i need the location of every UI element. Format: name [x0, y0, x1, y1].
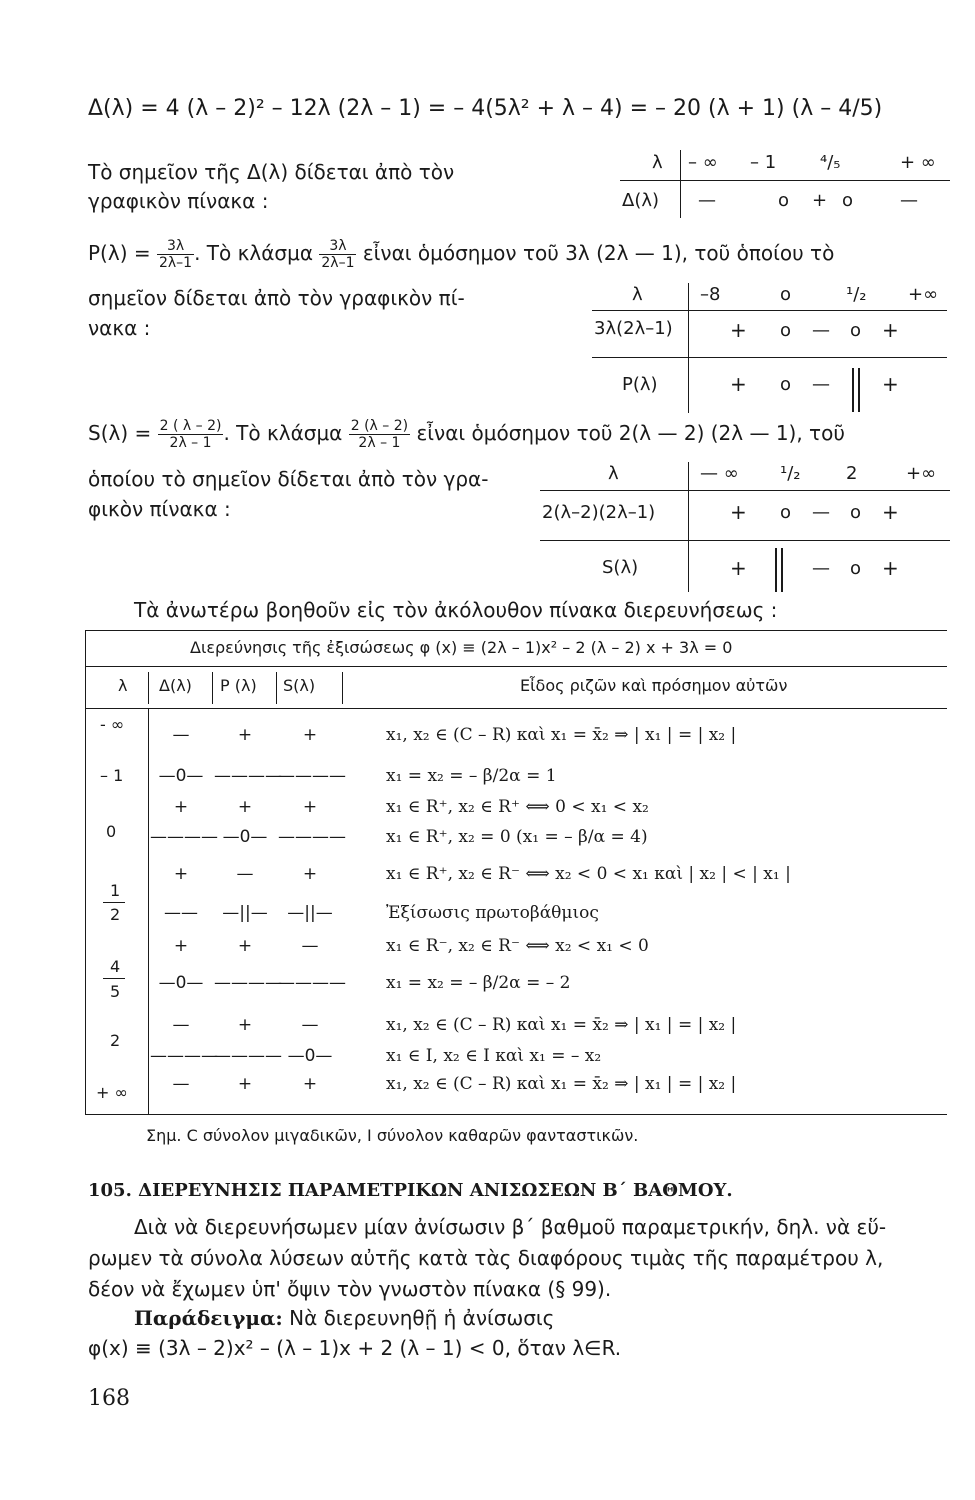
- p-table-r1-2: —: [812, 320, 830, 341]
- row-7-description: x₁ = x₂ = – β/2α = – 2: [386, 973, 571, 993]
- lambda-val-4: 2: [110, 905, 121, 924]
- lambda-val-3: 1: [110, 881, 121, 900]
- lambda-val-6: 5: [110, 982, 121, 1001]
- s-table-r2-2: o: [850, 558, 862, 579]
- row-10-description: x₁, x₂ ∈ (C – R) καὶ x₁ = x̄₂ ⇒ | x₁ | = | x₂ |: [386, 1074, 737, 1094]
- delta-table-row-label: Δ(λ): [622, 190, 660, 211]
- s-table-h0: — ∞: [700, 463, 739, 484]
- intro-text: Τὰ ἀνωτέρω βοηθοῦν εἰς τὸν ἀκόλουθον πίνακα διερευνήσεως :: [134, 598, 778, 622]
- note-text: Σημ. C σύνολον μιγαδικῶν, I σύνολον καθαρῶν φανταστικῶν.: [146, 1126, 639, 1145]
- p-table-r2-label: P(λ): [622, 374, 658, 395]
- col-p: P (λ): [220, 676, 257, 695]
- row-2-p: +: [237, 797, 253, 817]
- p-table-r1-3: o: [850, 320, 862, 341]
- s-table-r1-2: —: [812, 502, 830, 523]
- section-heading: [88, 1180, 733, 1201]
- delta-table-r3: o: [842, 190, 854, 211]
- example-text: Νὰ διερευνηθῇ ἡ ἀνίσωσις: [289, 1306, 555, 1330]
- example-equation: φ(x) ≡ (3λ – 2)x² – (λ – 1)x + 2 (λ – 1) < 0, ὅταν λ∈R.: [88, 1336, 622, 1360]
- lambda-val-0: - ∞: [100, 715, 125, 734]
- p-fraction-2: $\frac{3\lambda}{2\lambda-1}$: [321, 238, 355, 271]
- p-text-2: σημεῖον δίδεται ἀπὸ τὸν γραφικὸν πί-: [88, 286, 465, 310]
- row-6-p: +: [237, 936, 253, 956]
- delta-table-r1: o: [778, 190, 790, 211]
- s-table-r1-1: o: [780, 502, 792, 523]
- row-3-description: x₁ ∈ R⁺, x₂ = 0 (x₁ = – β/α = 4): [386, 827, 648, 847]
- delta-table-h2: ⁴/₅: [820, 152, 841, 173]
- lambda-val-2: 0: [106, 822, 117, 841]
- row-9-p: ————: [214, 1046, 282, 1066]
- row-3-s: ————: [278, 827, 346, 847]
- row-1-s: ————: [278, 766, 346, 786]
- p-fraction: $\frac{3\lambda}{2\lambda-1}$: [158, 238, 193, 271]
- s-eq-lhs: S(λ) =: [88, 421, 152, 445]
- s-table-r1-3: o: [850, 502, 862, 523]
- example-label: Παράδειγμα:: [134, 1306, 283, 1330]
- s-equation: [88, 418, 845, 451]
- s-text-a: . Τὸ κλάσμα: [223, 421, 343, 445]
- s-text-3: φικὸν πίνακα :: [88, 497, 231, 521]
- row-0-p: +: [237, 725, 253, 745]
- row-10-s: +: [302, 1074, 318, 1094]
- delta-equation: Δ(λ) = 4 (λ – 2)² – 12λ (2λ – 1) = – 4(5λ² + λ – 4) = – 20 (λ + 1) (λ – 4/5): [88, 96, 883, 121]
- delta-table-r4: —: [900, 190, 918, 211]
- p-table-r2-3: +: [882, 372, 899, 396]
- p-text-a: . Τὸ κλάσμα: [194, 241, 314, 265]
- delta-text-2: γραφικὸν πίνακα :: [88, 189, 269, 213]
- p-equation: [88, 238, 834, 271]
- p-eq-lhs: P(λ) =: [88, 241, 151, 265]
- lambda-val-5: 4: [110, 957, 121, 976]
- row-6-s: —: [301, 936, 319, 956]
- row-8-s: —: [301, 1015, 319, 1035]
- s-text-b: εἶναι ὁμόσημον τοῦ 2(λ — 2) (2λ — 1), τοῦ: [416, 421, 845, 445]
- row-6-delta: +: [173, 936, 189, 956]
- row-8-delta: —: [172, 1015, 190, 1035]
- s-text-2: ὁποίου τὸ σημεῖον δίδεται ἀπὸ τὸν γρα-: [88, 467, 489, 491]
- row-4-delta: +: [173, 864, 189, 884]
- table-title: Διερεύνησις τῆς ἐξισώσεως φ (x) ≡ (2λ – 1)x² – 2 (λ – 2) x + 3λ = 0: [190, 638, 733, 657]
- section-number: 105.: [88, 1180, 132, 1201]
- delta-text-1: Τὸ σημεῖον τῆς Δ(λ) δίδεται ἀπὸ τὸν: [88, 160, 455, 184]
- s-table-h2: 2: [846, 463, 858, 484]
- row-7-s: ————: [278, 973, 346, 993]
- s-table-r1-label: 2(λ–2)(2λ–1): [542, 502, 656, 523]
- p-table-h1: o: [780, 284, 792, 305]
- row-2-delta: +: [173, 797, 189, 817]
- s-table-r2-3: +: [882, 556, 899, 580]
- p-table-r1-4: +: [882, 318, 899, 342]
- col-delta: Δ(λ): [159, 676, 192, 695]
- lambda-val-7: 2: [110, 1031, 121, 1050]
- p-table-r2-0: +: [730, 372, 747, 396]
- paragraph-line-2: ρωμεν τὰ σύνολα λύσεων αὐτῆς κατὰ τὰς διαφόρους τιμὰς τῆς παραμέτρου λ,: [88, 1246, 884, 1270]
- s-table-r2-1: —: [812, 558, 830, 579]
- delta-table-h3: + ∞: [900, 152, 936, 173]
- row-2-description: x₁ ∈ R⁺, x₂ ∈ R⁺ ⟺ 0 < x₁ < x₂: [386, 797, 649, 817]
- row-1-delta: —0—: [158, 766, 204, 786]
- row-6-description: x₁ ∈ R⁻, x₂ ∈ R⁻ ⟺ x₂ < x₁ < 0: [386, 936, 649, 956]
- row-4-description: x₁ ∈ R⁺, x₂ ∈ R⁻ ⟺ x₂ < 0 < x₁ καὶ | x₂ | < | x₁ |: [386, 864, 791, 884]
- s-table-h1: ¹/₂: [780, 463, 801, 484]
- row-0-s: +: [302, 725, 318, 745]
- row-5-s: —||—: [287, 903, 333, 923]
- row-10-delta: —: [172, 1074, 190, 1094]
- p-text-b: εἶναι ὁμόσημον τοῦ 3λ (2λ — 1), τοῦ ὁποίου τὸ: [362, 241, 835, 265]
- row-5-description: Ἐξίσωσις πρωτοβάθμιος: [386, 903, 599, 923]
- delta-table-r0: —: [698, 190, 716, 211]
- p-table-r2-1: o: [780, 374, 792, 395]
- p-table-r1-1: o: [780, 320, 792, 341]
- lambda-val-1: – 1: [100, 766, 124, 785]
- row-7-delta: —0—: [158, 973, 204, 993]
- row-8-description: x₁, x₂ ∈ (C – R) καὶ x₁ = x̄₂ ⇒ | x₁ | = | x₂ |: [386, 1015, 737, 1035]
- row-9-description: x₁ ∈ I, x₂ ∈ I καὶ x₁ = – x₂: [386, 1046, 602, 1066]
- paragraph-line-1: Διὰ νὰ διερευνήσωμεν μίαν ἀνίσωσιν β΄ βαθμοῦ παραμετρικήν, δηλ. νὰ εὕ-: [134, 1215, 887, 1239]
- row-9-delta: ————: [150, 1046, 218, 1066]
- col-s: S(λ): [283, 676, 316, 695]
- row-0-description: x₁, x₂ ∈ (C – R) καὶ x₁ = x̄₂ ⇒ | x₁ | = | x₂ |: [386, 725, 737, 745]
- p-table-h3: +∞: [908, 284, 939, 305]
- s-table-r1-0: +: [730, 500, 747, 524]
- s-fraction-2: $\frac{2 (\lambda - 2)}{2\lambda - 1}$: [350, 418, 409, 451]
- col-desc: Εἶδος ριζῶν καὶ πρόσημον αὐτῶν: [520, 676, 788, 695]
- row-9-s: —0—: [287, 1046, 333, 1066]
- row-2-s: +: [302, 797, 318, 817]
- p-table-h0: –8: [700, 284, 721, 305]
- s-table-r1-4: +: [882, 500, 899, 524]
- row-5-delta: ——: [164, 903, 198, 923]
- section-title: ΔΙΕΡΕΥΝΗΣΙΣ ΠΑΡΑΜΕΤΡΙΚΩΝ ΑΝΙΣΩΣΕΩΝ Β΄ ΒΑΘΜΟΥ.: [138, 1180, 733, 1201]
- col-lambda: λ: [118, 676, 128, 695]
- row-1-p: ————: [214, 766, 282, 786]
- s-table-r2-label: S(λ): [602, 557, 639, 578]
- s-table-header-label: λ: [608, 463, 619, 484]
- row-1-description: x₁ = x₂ = – β/2α = 1: [386, 766, 557, 786]
- row-8-p: +: [237, 1015, 253, 1035]
- row-10-p: +: [237, 1074, 253, 1094]
- s-fraction: $\frac{2 ( \lambda - 2)}{2\lambda - 1}$: [159, 418, 222, 451]
- delta-table-h0: – ∞: [688, 152, 718, 173]
- row-4-p: —: [236, 864, 254, 884]
- delta-table-header-label: λ: [652, 152, 663, 173]
- s-table-h3: +∞: [906, 463, 937, 484]
- page-number: 168: [88, 1386, 130, 1411]
- p-table-r1-0: +: [730, 318, 747, 342]
- paragraph-line-3: δέον νὰ ἔχωμεν ὑπ' ὄψιν τὸν γνωστὸν πίνακα (§ 99).: [88, 1277, 612, 1301]
- p-text-3: νακα :: [88, 316, 151, 340]
- p-table-header-label: λ: [632, 284, 643, 305]
- row-0-delta: —: [172, 725, 190, 745]
- delta-table-h1: – 1: [750, 152, 777, 173]
- p-table-r2-2: —: [812, 374, 830, 395]
- p-table-r1-label: 3λ(2λ–1): [594, 318, 673, 339]
- row-7-p: ————: [214, 973, 282, 993]
- row-5-p: —||—: [222, 903, 268, 923]
- row-4-s: +: [302, 864, 318, 884]
- lambda-val-8: + ∞: [96, 1083, 128, 1102]
- p-table-h2: ¹/₂: [846, 284, 867, 305]
- delta-table-r2: +: [812, 190, 828, 211]
- example-line: [134, 1306, 554, 1330]
- s-table-r2-0: +: [730, 556, 747, 580]
- row-3-p: —0—: [222, 827, 268, 847]
- row-3-delta: ————: [150, 827, 218, 847]
